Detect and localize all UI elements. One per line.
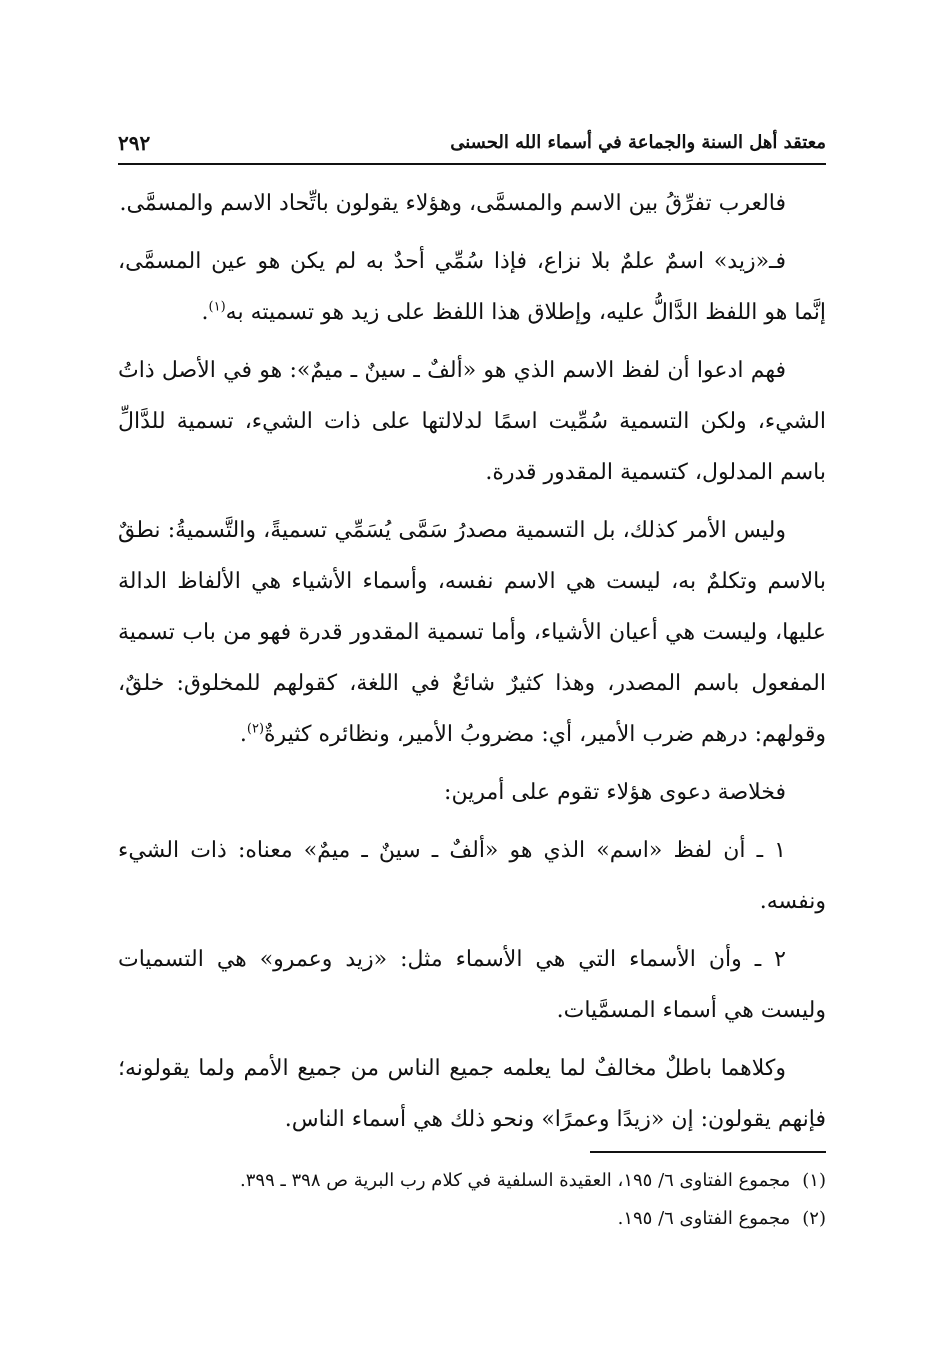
paragraph-2 — [118, 236, 826, 338]
footnote-number: (١) — [802, 1170, 826, 1191]
paragraph-5 — [118, 767, 826, 818]
paragraph-3 — [118, 345, 826, 498]
paragraph-4 — [118, 505, 826, 760]
footnote-text: مجموع الفتاوى ٦/ ١٩٥. — [617, 1208, 791, 1229]
paragraph-text: فخلاصة دعوى هؤلاء تقوم على أمرين: — [444, 780, 786, 805]
footnote-number: (٢) — [802, 1208, 826, 1229]
footnote-1 — [118, 1162, 826, 1200]
paragraph-7 — [118, 934, 826, 1036]
header-rule — [118, 163, 826, 165]
paragraph-text: وليس الأمر كذلك، بل التسمية مصدرُ سَمَّى يُسَمِّي تسميةً، والتَّسميةُ: نطقٌ بالاسم وتكلمٌ به، ليست هي الاسم نفسه، وأسماء الأشياء هي الألفاظ الدالة عليها، وليست هي أعيان الأشياء، وأما تسمية المقدور قدرة فهو من باب تسمية المفعول باسم المصدر، وهذا كثيرٌ شائعٌ في اللغة، كقولهم للمخلوق: خلقٌ، وقولهم: درهم ضرب الأمير، أي: مضروبُ الأمير، ونظائره كثيرةٌ — [118, 518, 826, 747]
footnote-text: مجموع الفتاوى ٦/ ١٩٥، العقيدة السلفية في كلام رب البرية ص ٣٩٨ ـ ٣٩٩. — [240, 1170, 791, 1191]
body-text — [118, 178, 826, 1152]
paragraph-text: فـ«زيد» اسمٌ علمٌ بلا نزاع، فإذا سُمِّي أحدٌ به لم يكن هو عين المسمَّى، إنَّما هو اللفظ الدَّالُّ عليه، وإطلاق هذا اللفظ على زيد هو تسميته به — [118, 249, 826, 325]
running-title: معتقد أهل السنة والجماعة في أسماء الله الحسنى — [450, 132, 826, 153]
paragraph-text: ٢ ـ وأن الأسماء التي هي الأسماء مثل: «زيد وعمرو» هي التسميات وليست هي أسماء المسمَّيات. — [118, 947, 826, 1023]
paragraph-text: فالعرب تفرِّقُ بين الاسم والمسمَّى، وهؤلاء يقولون باتِّحاد الاسم والمسمَّى. — [119, 191, 786, 216]
footnote-rule — [590, 1151, 826, 1153]
page-number: ٢٩٢ — [118, 131, 151, 155]
paragraph-tail: . — [201, 300, 209, 325]
footnote-reference[interactable]: (١) — [208, 299, 226, 315]
paragraph-8 — [118, 1043, 826, 1145]
paragraph-6 — [118, 825, 826, 927]
footnotes — [118, 1162, 826, 1238]
paragraph-1 — [118, 178, 826, 229]
footnote-reference[interactable]: (٢) — [246, 721, 265, 737]
paragraph-text: فهم ادعوا أن لفظ الاسم الذي هو «ألفٌ ـ سينٌ ـ ميمٌ»: هو في الأصل ذاتُ الشيء، ولكن التسمية سُمِّيت اسمًا لدلالتها على ذات الشيء، تسمية للدَّالِّ باسم المدلول، كتسمية المقدور قدرة. — [118, 358, 826, 485]
paragraph-tail: . — [239, 722, 247, 747]
running-header — [118, 128, 826, 158]
footnote-2 — [118, 1200, 826, 1238]
paragraph-text: وكلاهما باطلٌ مخالفٌ لما يعلمه جميع الناس من جميع الأمم ولما يقولونه؛ فإنهم يقولون: إن «زيدًا وعمرًا» ونحو ذلك هي أسماء الناس. — [118, 1056, 826, 1132]
paragraph-text: ١ ـ أن لفظ «اسم» الذي هو «ألفٌ ـ سينٌ ـ ميمٌ» معناه: ذات الشيء ونفسه. — [118, 838, 826, 914]
